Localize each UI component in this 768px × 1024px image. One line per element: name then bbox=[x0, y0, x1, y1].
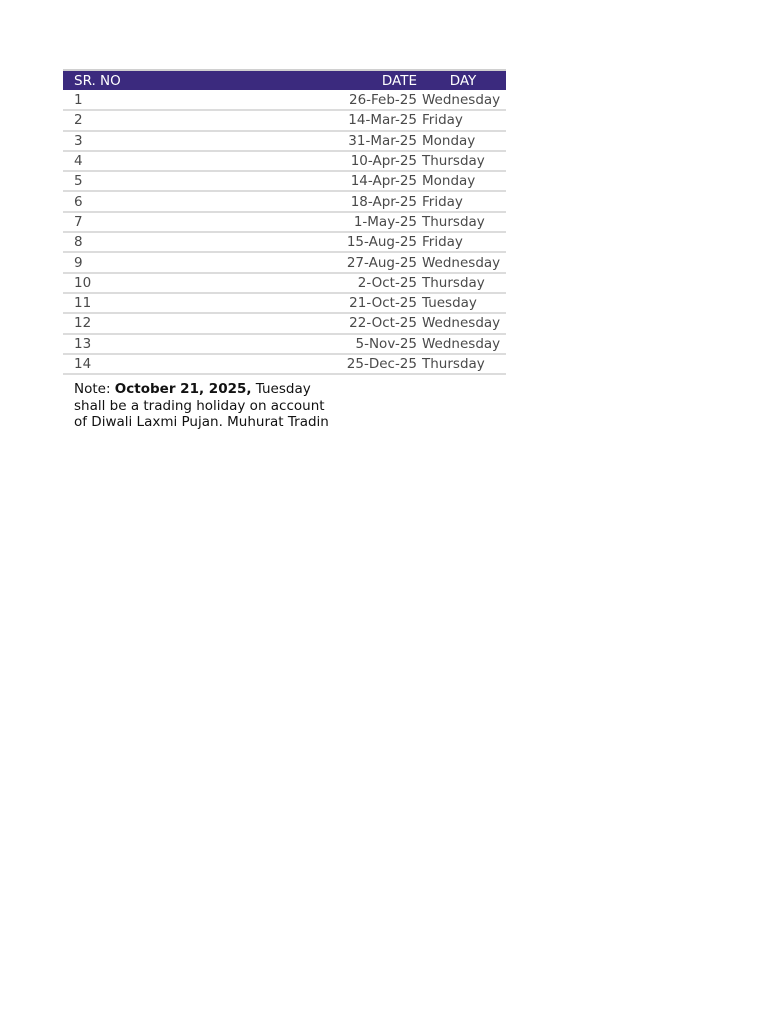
cell-day: Wednesday bbox=[420, 90, 506, 110]
table-row bbox=[63, 151, 506, 171]
cell-sr-no: 9 bbox=[63, 252, 343, 272]
cell-sr-no: 8 bbox=[63, 232, 343, 252]
note-line-2: shall be a trading holiday on account bbox=[74, 397, 325, 414]
table-row bbox=[63, 273, 506, 293]
table-row bbox=[63, 232, 506, 252]
cell-date: 27-Aug-25 bbox=[343, 252, 420, 272]
table-body bbox=[63, 90, 506, 374]
cell-sr-no: 6 bbox=[63, 191, 343, 211]
cell-sr-no: 12 bbox=[63, 313, 343, 333]
cell-day: Wednesday bbox=[420, 334, 506, 354]
cell-date: 26-Feb-25 bbox=[343, 90, 420, 110]
cell-sr-no: 11 bbox=[63, 293, 343, 313]
cell-day: Friday bbox=[420, 191, 506, 211]
note-line-3: of Diwali Laxmi Pujan. Muhurat Tradin bbox=[74, 414, 329, 431]
header-day: DAY bbox=[420, 70, 506, 90]
note-prefix: Note: bbox=[74, 381, 115, 398]
table-row bbox=[63, 90, 506, 110]
table-row bbox=[63, 293, 506, 313]
cell-date: 22-Oct-25 bbox=[343, 313, 420, 333]
table-row bbox=[63, 334, 506, 354]
cell-sr-no: 5 bbox=[63, 171, 343, 191]
table-header-row bbox=[63, 70, 506, 90]
table-row bbox=[63, 171, 506, 191]
cell-day: Thursday bbox=[420, 151, 506, 171]
cell-day: Friday bbox=[420, 110, 506, 130]
cell-sr-no: 10 bbox=[63, 273, 343, 293]
cell-date: 25-Dec-25 bbox=[343, 354, 420, 374]
table-row bbox=[63, 131, 506, 151]
cell-sr-no: 2 bbox=[63, 110, 343, 130]
holiday-note bbox=[74, 381, 342, 431]
header-date: DATE bbox=[343, 70, 420, 90]
cell-date: 18-Apr-25 bbox=[343, 191, 420, 211]
cell-day: Thursday bbox=[420, 212, 506, 232]
cell-date: 10-Apr-25 bbox=[343, 151, 420, 171]
table-row bbox=[63, 252, 506, 272]
note-line-1 bbox=[74, 381, 342, 398]
cell-date: 15-Aug-25 bbox=[343, 232, 420, 252]
header-sr-no: SR. NO bbox=[63, 70, 343, 90]
cell-sr-no: 14 bbox=[63, 354, 343, 374]
cell-sr-no: 4 bbox=[63, 151, 343, 171]
table-row bbox=[63, 313, 506, 333]
cell-date: 14-Apr-25 bbox=[343, 171, 420, 191]
cell-date: 31-Mar-25 bbox=[343, 131, 420, 151]
table-row bbox=[63, 110, 506, 130]
cell-date: 1-May-25 bbox=[343, 212, 420, 232]
cell-sr-no: 1 bbox=[63, 90, 343, 110]
cell-day: Monday bbox=[420, 131, 506, 151]
cell-sr-no: 3 bbox=[63, 131, 343, 151]
holiday-table bbox=[63, 69, 506, 375]
cell-date: 21-Oct-25 bbox=[343, 293, 420, 313]
cell-day: Tuesday bbox=[420, 293, 506, 313]
table-row bbox=[63, 191, 506, 211]
table-row bbox=[63, 354, 506, 374]
cell-sr-no: 13 bbox=[63, 334, 343, 354]
cell-day: Wednesday bbox=[420, 252, 506, 272]
cell-day: Wednesday bbox=[420, 313, 506, 333]
holiday-sheet bbox=[63, 69, 506, 431]
cell-day: Friday bbox=[420, 232, 506, 252]
note-line-1-rest: Tuesday bbox=[251, 381, 311, 398]
cell-day: Thursday bbox=[420, 273, 506, 293]
cell-date: 14-Mar-25 bbox=[343, 110, 420, 130]
cell-day: Thursday bbox=[420, 354, 506, 374]
cell-date: 5-Nov-25 bbox=[343, 334, 420, 354]
table-row bbox=[63, 212, 506, 232]
cell-sr-no: 7 bbox=[63, 212, 343, 232]
cell-day: Monday bbox=[420, 171, 506, 191]
cell-date: 2-Oct-25 bbox=[343, 273, 420, 293]
note-highlight-date: October 21, 2025, bbox=[114, 381, 252, 398]
